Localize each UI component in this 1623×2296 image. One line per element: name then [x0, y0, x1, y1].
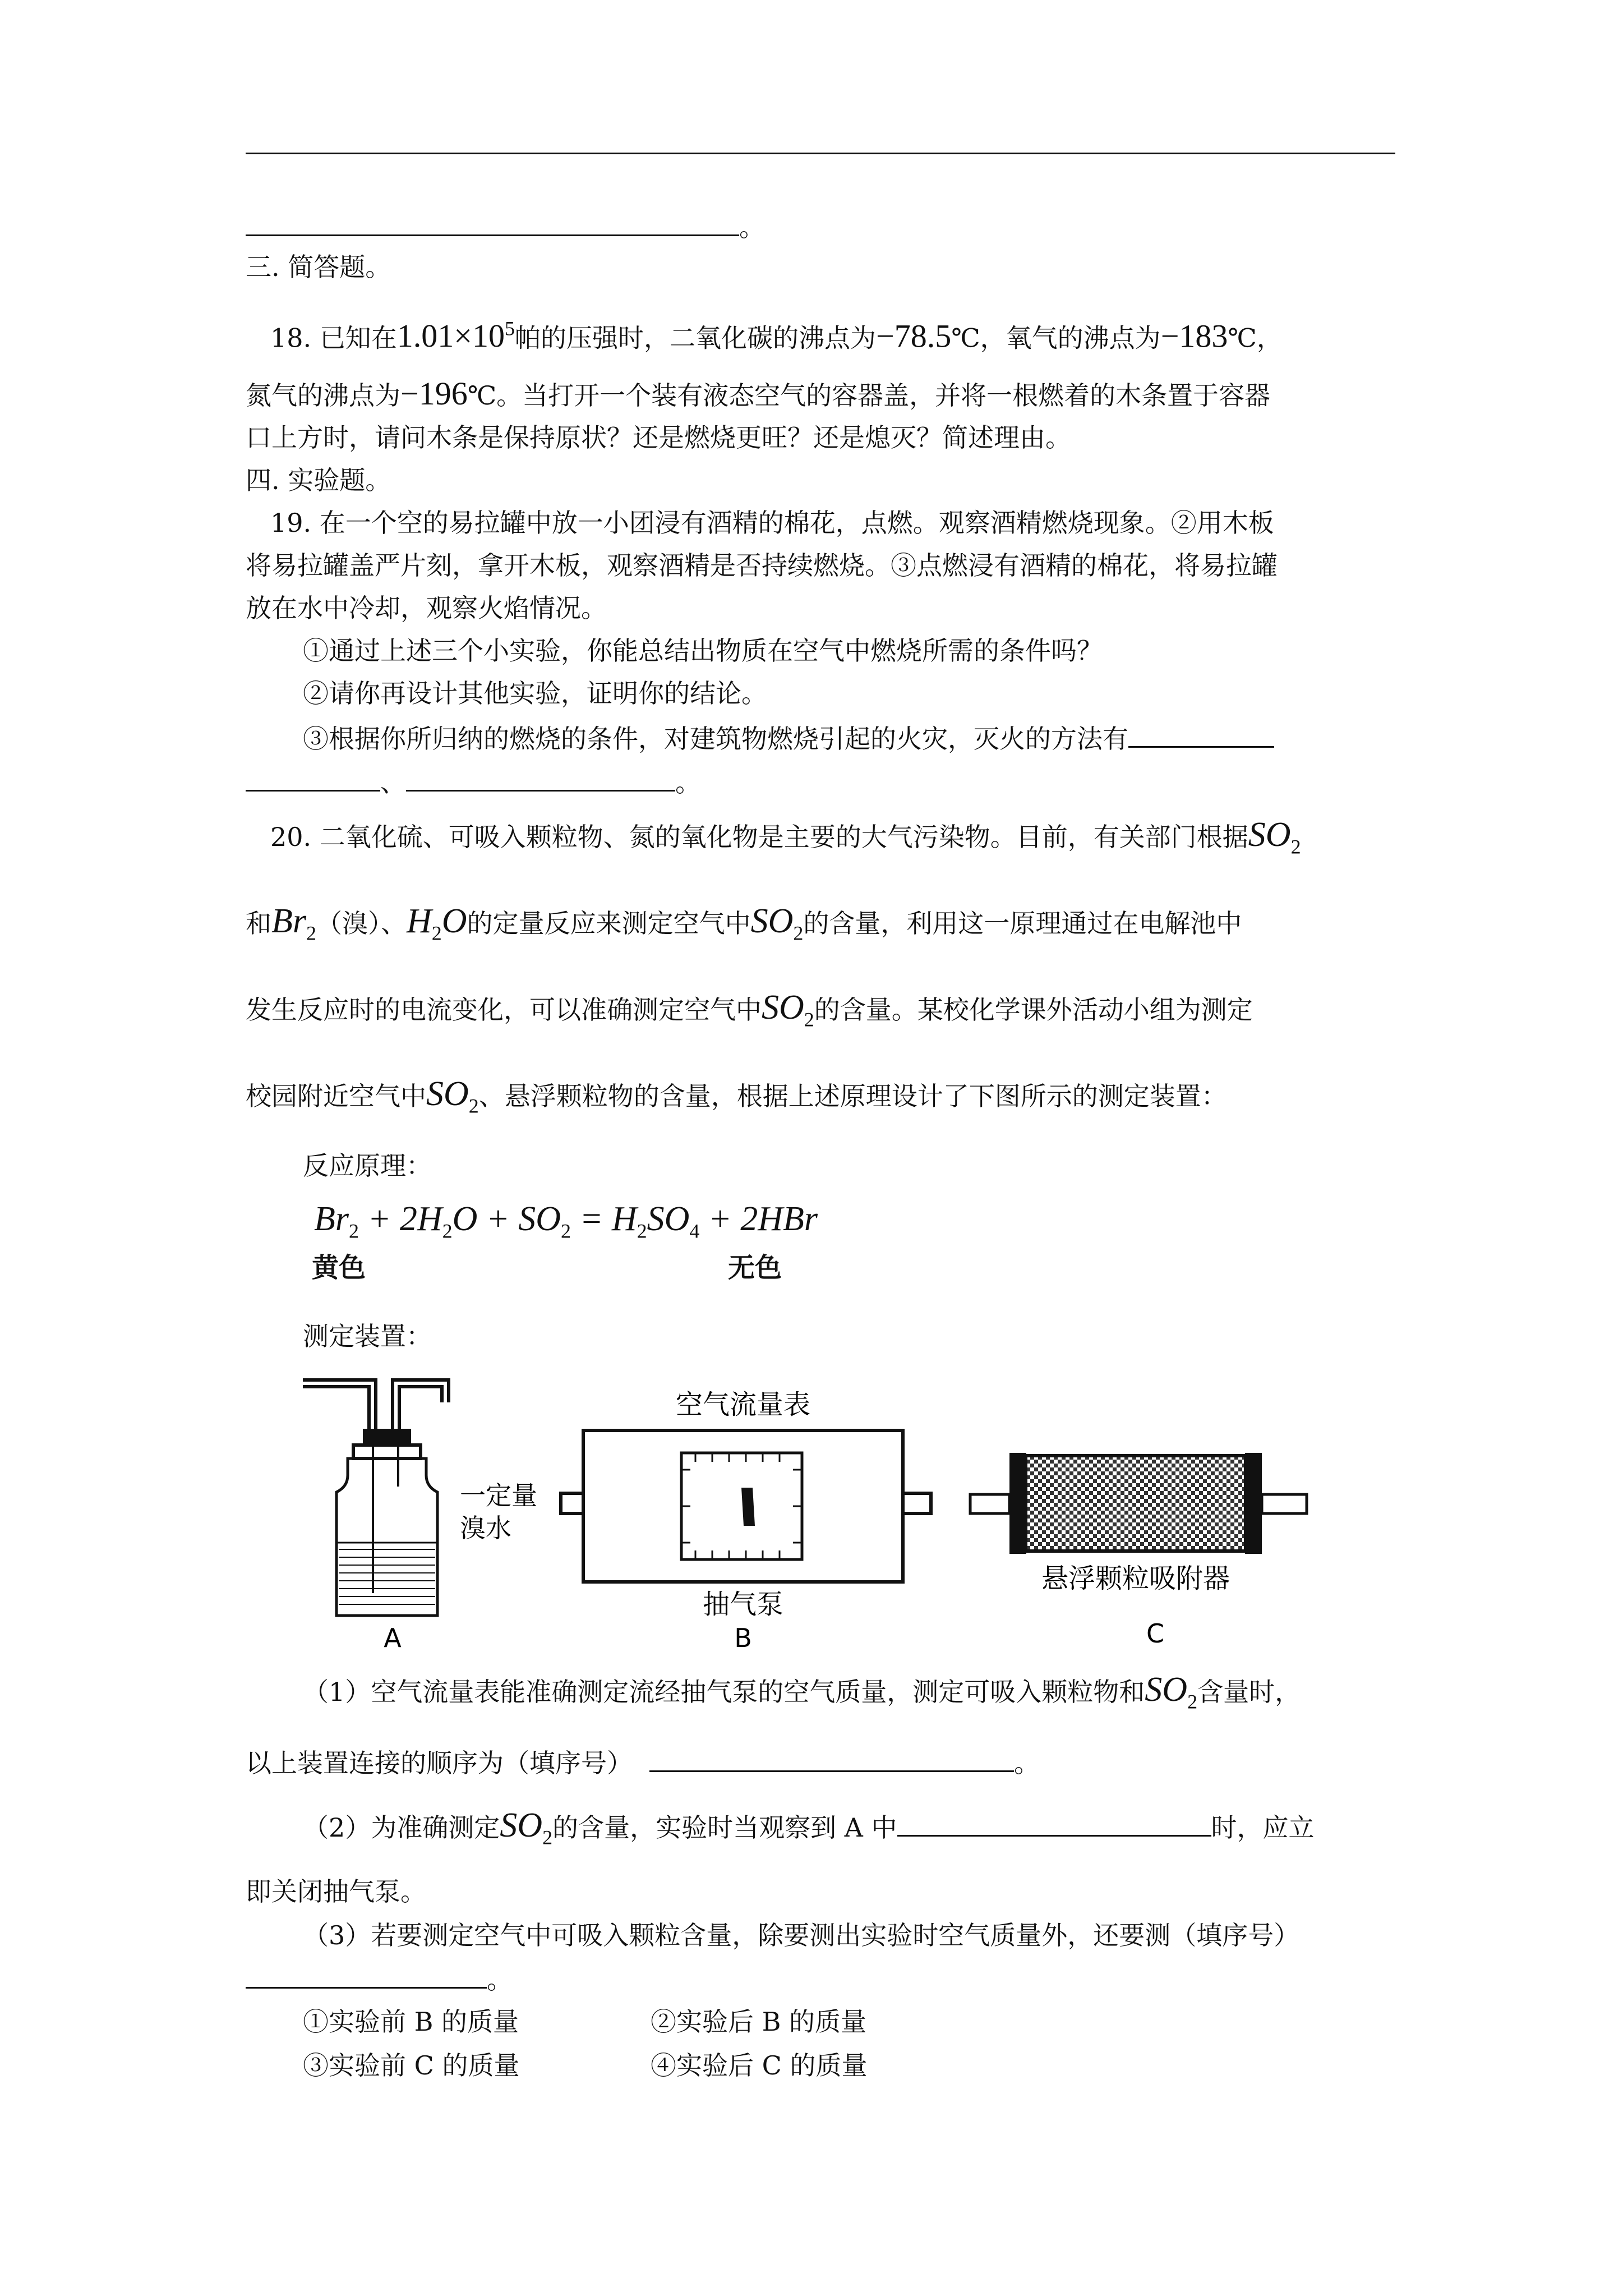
- adsorber-label: 悬浮颗粒吸附器: [1041, 1563, 1230, 1594]
- q19-sub-2: ②请你再设计其他实验，证明你的结论。: [303, 678, 767, 708]
- q20-s1-line-2: 以上装置连接的顺序为（填序号） 。: [246, 1745, 1040, 1780]
- q19-sub-3-cont: 、 。: [246, 764, 701, 799]
- q18-line-3: 口上方时，请问木条是保持原状？还是燃烧更旺？还是熄灭？简述理由。: [246, 422, 1071, 453]
- label-colorless: 无色: [728, 1252, 782, 1283]
- q20-line-4: 校园附近空气中$SO_2$、悬浮颗粒物的含量，根据上述原理设计了下图所示的测定装置：: [246, 1075, 1227, 1117]
- flow-meter-label: 空气流量表: [675, 1389, 811, 1420]
- option-2: ②实验后 B 的质量: [651, 2007, 867, 2037]
- q17-answer-line: 。: [246, 209, 765, 244]
- apparatus-label: 测定装置：: [303, 1321, 432, 1351]
- option-1: ①实验前 B 的质量: [303, 2007, 519, 2037]
- adsorber-c: [970, 1453, 1307, 1554]
- q19-line-1: 19. 在一个空的易拉罐中放一小团浸有酒精的棉花，点燃。观察酒精燃烧现象。②用木板: [270, 508, 1274, 538]
- section-heading-3: 三. 简答题。: [246, 252, 391, 282]
- header-rule: [246, 153, 1395, 154]
- bottle-label-2: 溴水: [460, 1513, 511, 1543]
- section-heading-4: 四. 实验题。: [246, 465, 391, 495]
- answer-blank[interactable]: [246, 1961, 487, 1989]
- q20-s3-line-2: 。: [246, 1961, 513, 1996]
- q19-line-3: 放在水中冷却，观察火焰情况。: [246, 593, 607, 623]
- answer-blank[interactable]: [246, 764, 380, 792]
- label-yellow: 黄色: [312, 1252, 366, 1283]
- q20-s2-line-2: 即关闭抽气泵。: [246, 1876, 426, 1907]
- answer-blank[interactable]: [406, 764, 675, 792]
- principle-label: 反应原理：: [303, 1151, 432, 1181]
- q18-line-2: 氮气的沸点为−196℃。当打开一个装有液态空气的容器盖，并将一根燃着的木条置于容器: [246, 375, 1271, 412]
- option-4: ④实验后 C 的质量: [651, 2050, 868, 2081]
- caption-c: C: [1146, 1618, 1165, 1649]
- option-3: ③实验前 C 的质量: [303, 2050, 520, 2081]
- q20-line-1: 20. 二氧化硫、可吸入颗粒物、氮的氧化物是主要的大气污染物。目前，有关部门根据$SO_2$: [270, 816, 1301, 858]
- meter-needle: [741, 1488, 755, 1526]
- caption-a: A: [384, 1623, 402, 1653]
- q18-line-1: 18. 已知在$1.01\times 10^5$帕的压强时，二氧化碳的沸点为−78.5℃，氧气的沸点为−183℃，: [270, 318, 1283, 355]
- answer-blank[interactable]: [897, 1809, 1211, 1837]
- q19-line-2: 将易拉罐盖严片刻，拿开木板，观察酒精是否持续燃烧。③点燃浸有酒精的棉花，将易拉罐: [246, 550, 1278, 581]
- reaction-equation: $Br_2 + 2H_2O + SO_2 = H_2SO_4 + 2HBr$: [314, 1200, 818, 1243]
- q20-s2-line-1: （2）为准确测定$SO_2$的含量，实验时当观察到 A 中 时，应立: [303, 1806, 1315, 1849]
- q19-sub-1: ①通过上述三个小实验，你能总结出物质在空气中燃烧所需的条件吗？: [303, 636, 1103, 666]
- q20-s1-line-1: （1）空气流量表能准确测定流经抽气泵的空气质量，测定可吸入颗粒物和$SO_2$含量时，: [303, 1671, 1301, 1713]
- answer-blank[interactable]: [1128, 720, 1274, 748]
- bottle-a: [303, 1380, 449, 1616]
- q20-line-3: 发生反应时的电流变化，可以准确测定空气中$SO_2$的含量。某校化学课外活动小组为测定: [246, 988, 1253, 1031]
- pump-label: 抽气泵: [702, 1589, 784, 1620]
- q19-sub-3: ③根据你所归纳的燃烧的条件，对建筑物燃烧引起的火灾，灭火的方法有: [303, 720, 1274, 756]
- bottle-label-1: 一定量: [460, 1480, 537, 1511]
- q20-s3-line-1: （3）若要测定空气中可吸入颗粒含量，除要测出实验时空气质量外，还要测（填序号）: [303, 1920, 1300, 1950]
- answer-blank[interactable]: [246, 209, 739, 236]
- apparatus-figure: [280, 1358, 1368, 1660]
- q20-line-2: 和$Br_2$（溴）、$H_2O$的定量反应来测定空气中$SO_2$的含量，利用这一原理通过在电解池中: [246, 902, 1242, 945]
- answer-blank[interactable]: [649, 1745, 1014, 1772]
- caption-b: B: [734, 1623, 752, 1653]
